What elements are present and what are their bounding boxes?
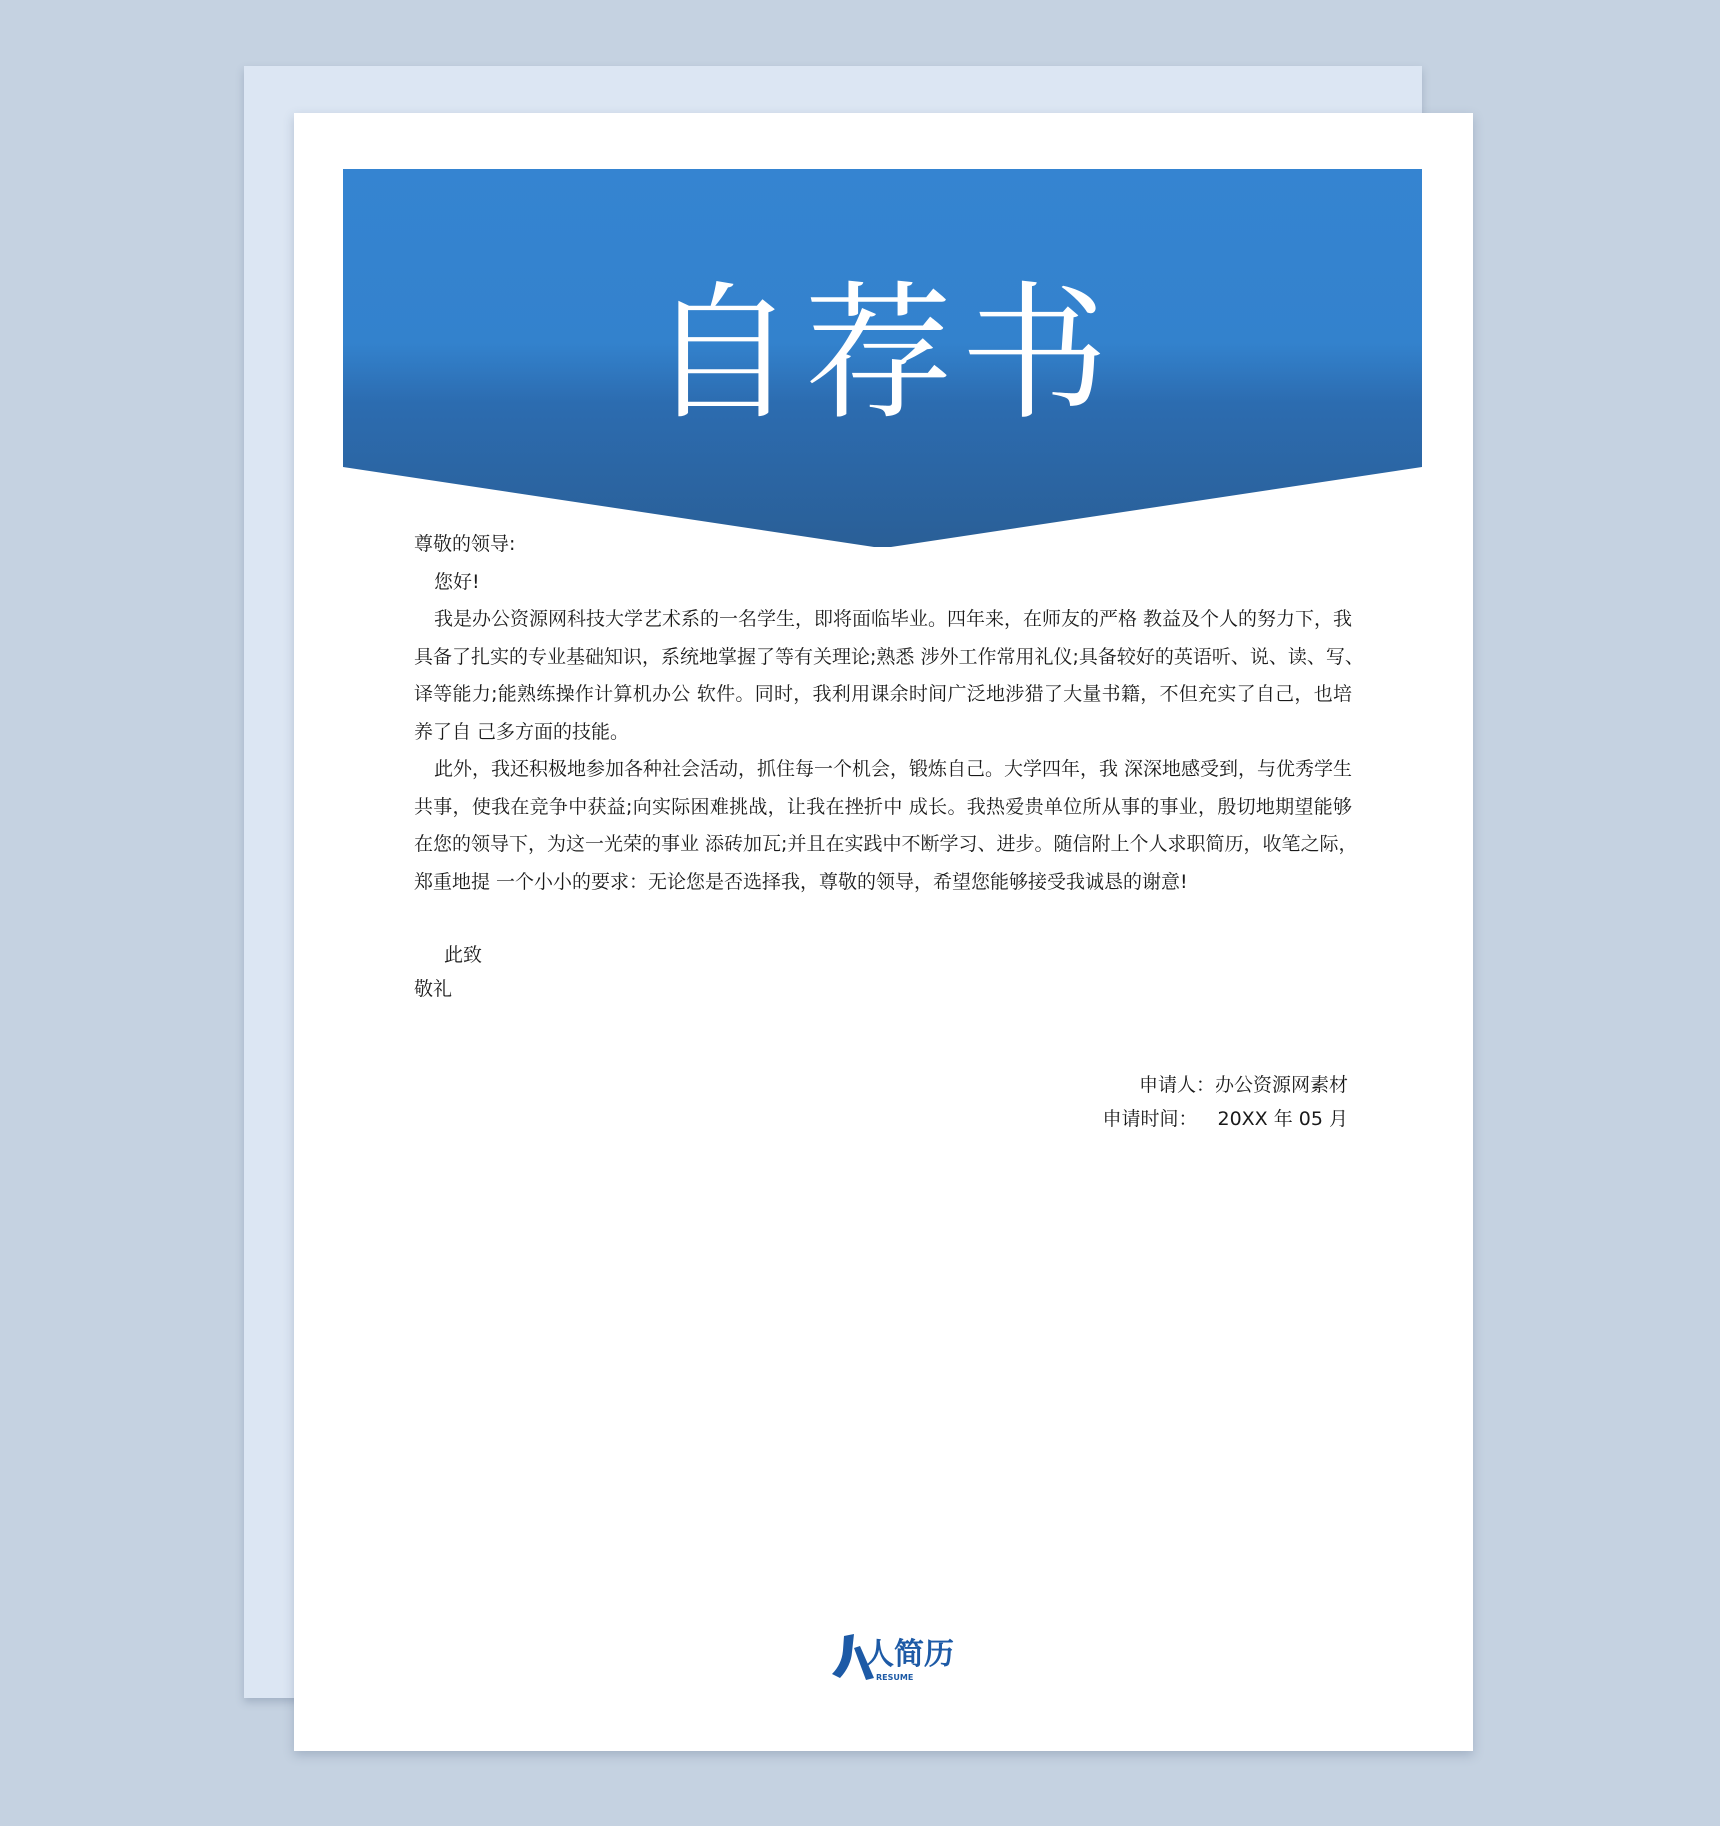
closing-line-2: 敬礼 [414,978,453,1000]
brand-logo-mark [824,1628,954,1688]
brand-logo [824,1628,954,1688]
paragraph-line: 译等能力;能熟练操作计算机办公 软件。同时，我利用课余时间广泛地涉猎了大量书籍，不但充实了自己，也培 [414,683,1352,705]
closing-line-1: 此致 [444,944,483,966]
paragraph-2 [414,751,1358,901]
greeting: 您好! [434,570,480,593]
letter-body [414,526,1364,901]
paragraph-line: 我是办公资源网科技大学艺术系的一名学生，即将面临毕业。四年来，在师友的严格 教益及个人的努力下，我 [434,608,1353,630]
paragraph-line: 在您的领导下，为这一光荣的事业 添砖加瓦;并且在实践中不断学习、进步。随信附上个人求职简历，收笔之际， [414,833,1358,855]
date-label: 申请时间： [1102,1108,1198,1130]
salutation: 尊敬的领导: [414,533,516,555]
paragraph-line: 养了自 己多方面的技能。 [414,720,630,743]
logo-text: 人简历 [864,1637,954,1672]
date-value: 20XX 年 05 月 [1217,1108,1348,1130]
logo-subtext: RESUME [876,1673,914,1682]
page-title: 自荐书 [648,268,1117,440]
document-page [294,113,1473,1751]
applicant-text: 申请人：办公资源网素材 [1138,1074,1348,1096]
signature-block [1102,1068,1348,1136]
paragraph-1 [414,601,1364,751]
applicant-line [1102,1068,1348,1102]
title-banner [343,169,1422,547]
date-line [1102,1102,1348,1136]
paragraph-line: 共事，使我在竞争中获益;向实际困难挑战，让我在挫折中 成长。我热爱贵单位所从事的事业，殷切地期望能够 [414,795,1352,818]
paragraph-line: 具备了扎实的专业基础知识，系统地掌握了等有关理论;熟悉 涉外工作常用礼仪;具备较好的英语听、说、读、写、 [414,645,1364,668]
paragraph-line: 此外，我还积极地参加各种社会活动，抓住每一个机会，锻炼自己。大学四年，我 深深地感受到，与优秀学生 [434,758,1353,780]
paragraph-line: 郑重地提 一个小小的要求：无论您是否选择我，尊敬的领导，希望您能够接受我诚恳的谢意! [414,870,1188,893]
closing [414,938,482,1006]
